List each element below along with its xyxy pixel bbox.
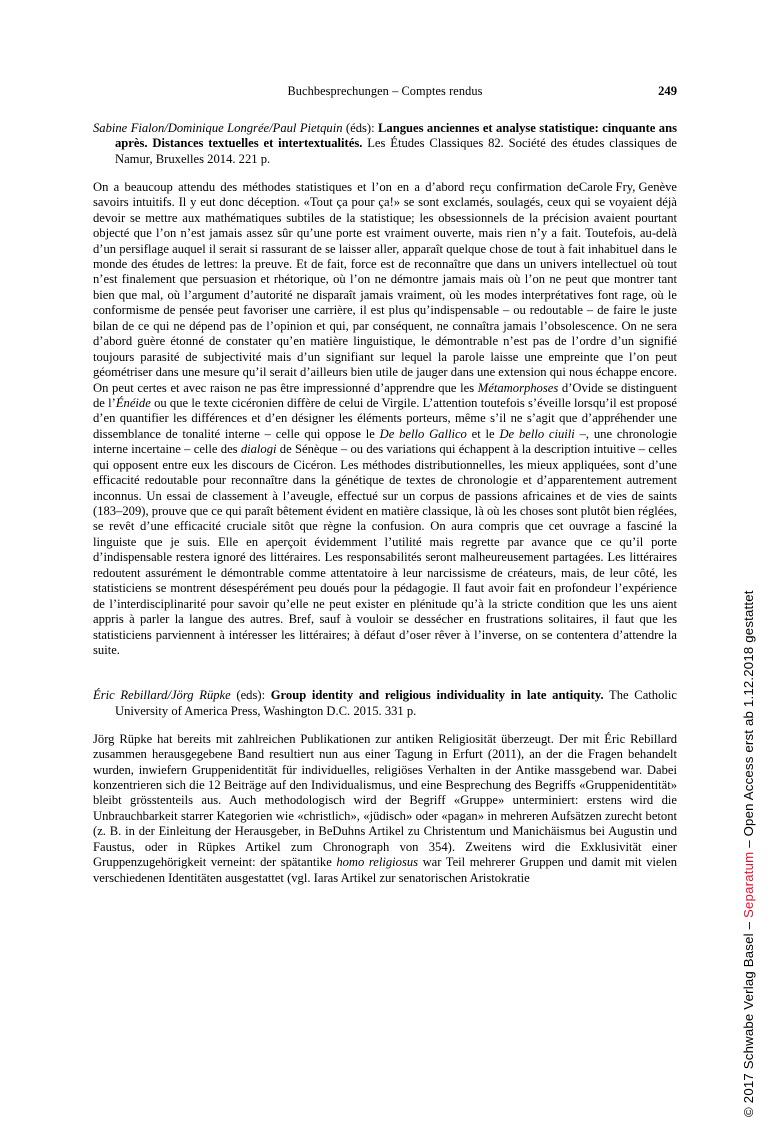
page-content <box>93 108 677 899</box>
review-publication: Les Études Classiques 82. Société des études classiques de Namur, Bruxelles 2014. 221 p. <box>115 136 678 166</box>
review-body <box>93 180 677 659</box>
copyright-suffix: – Open Access erst ab 1.12.2018 gestattet <box>741 590 756 852</box>
review-authors: Sabine Fialon/Dominique Longrée/Paul Pietquin <box>93 120 343 135</box>
review-eds-label: (eds): <box>230 687 271 702</box>
separatum-label: Separatum <box>741 851 756 918</box>
copyright-sidenote <box>725 0 756 1131</box>
running-header <box>93 84 677 99</box>
review-title: Group identity and religious individuality in late antiquity. <box>270 687 604 702</box>
review-body-text: On a beaucoup attendu des méthodes statistiques et l’on en a d’abord reçu confirmation de savoirs intuitifs. Il y eut donc déception. «Tout ça pour ça!» se sont exclamés, soulagés, ceux qui se voyaient déjà devoir se mettre aux mathématiques subtiles de la statistique; les obsessionnels de la précision avaient pourtant objecté que l’on n’est jamais assez sûr qu’une porte est vraiment ouverte, mais rien n’y a fait. Toutefois, au-delà d’un persiflage auquel il serait si rassurant de se laisser aller, apparaît quelque chose de tout à fait inhabituel dans le monde des études de lettres: la preuve. Et de fait, force est de reconnaître que dans un univers intellectuel où tout n’est finalement que persuasion et rhétorique, où l’on ne démontre jamais mais où l’on ne peut que montrer tant bien que mal, où l’argument d’autorité ne disparaît jamais vraiment, où les modes interprétatives font rage, où le conformisme de pensée peut favoriser une carrière, il est plus qu’indispensable – ou redoutable – de faire le juste bilan de ce qui ne dépend pas de l’opinion et qui, par conséquent, ne connaîtra jamais l’obsolescence. On ne sera d’abord guère étonné de constater qu’en matière linguistique, le démontrable n’est pas de l’ordre d’un signifié toujours parasité de subjectivité mais d’un signifiant sur lequel la parole laisse une empreinte que l’on peut géométriser dans une mesure qu’il serait d’ailleurs bien utile de jauger dans une extension qui nous échappe encore. On peut certes et avec raison ne pas être impressionné d’apprendre que les Métamorphoses d’Ovide se distinguent de l’Énéide ou que le texte cicéronien diffère de celui de Virgile. L’attention toutefois s’éveille lorsqu’il est proposé d’en quantifier les différences et d’en désigner les éléments porteurs, même s’il ne s’agit que d’appréhender une dissemblance de tonalité interne – celle qui oppose le De bello Gallico et le De bello ciuili –, une chronologie interne incertaine – celle des dialogi de Sénèque – ou des variations qui échappent à la description intuitive – celles qui opposent entre eux les discours de Cicéron. Les méthodes distributionnelles, les mieux appliquées, sont d’une efficacité redoutable pour reconnaître dans la génétique de textes de chronologie et d’apparentement autrement inconnus. Un essai de classement à l’aveugle, effectué sur un corpus de passions africaines et de vies de saints (183–209), prouve que ce qui paraît bêtement évident en matière classique, là où les choses sont plutôt bien réglées, se revêt d’une efficacité cruciale sitôt que règne la confusion. On aura compris que cet ouvrage a fasciné la linguiste que je suis. Elle en aperçoit évidemment l’utilité mais regrette par avance que ce qu’il porte d’indispensable restera ignoré des littéraires. Les responsabilités seront malheureusement partagées. Les littéraires redoutent assurément le démontrable comme attentatoire à leur narcissisme de créateurs, mais, de leur côté, les statisticiens se montrent désespérément peu doués pour la pédagogie. Il faut avoir fait en profondeur l’expérience de l’interdisciplinarité pour savoir qu’elle ne peut exister en plénitude qu’à la stricte condition que les uns aient appris à parler la langue des autres. Bref, sauf à vouloir se dessécher en frustrations solitaires, il faut que les statisticiens parviennent à intéresser les littéraires; à défaut d’oser rêver à l’inverse, on se contentera d’attendre la suite. <box>93 179 678 657</box>
review-signature: Carole Fry, Genève <box>578 179 677 194</box>
review-authors: Éric Rebillard/Jörg Rüpke <box>93 687 231 702</box>
review-body-text: Jörg Rüpke hat bereits mit zahlreichen Publikationen zur antiken Religiosität überzeugt. Der mit Éric Rebillard zusammen herausgegebene Band resultiert nun aus einer Tagung in Erfurt (2011), an der die Fragen behandelt wurden, inwiefern Gruppenidentität für individuelles, religiöses Verhalten in der Antike massgebend war. Dabei konzentrieren sich die 12 Beiträge auf den Individualismus, und eine Besprechung des Begriffs «Gruppenidentität» bleibt grösstenteils aus. Auch methodologisch wird der Begriff «Gruppe» unterminiert: erstens wird die Unbrauchbarkeit starrer Kategorien wie «christlich», «jüdisch» oder «pagan» in mehreren Aufsätzen zurecht betont (z. B. in der Einleitung der Herausgeber, in BeDuhns Artikel zu Christentum und Manichäismus bei Augustin und Faustus, oder in Rüpkes Artikel zum Chronograph von 354). Zweitens wird die Exklusivität einer Gruppenzugehörigkeit verneint: der spätantike homo religiosus war Teil mehrerer Gruppen und damit mit vielen verschiedenen Identitäten ausgestattet (vgl. Iaras Artikel zur senatorischen Aristokratie <box>93 731 677 885</box>
header-title: Buchbesprechungen – Comptes rendus <box>287 84 483 98</box>
review-entry <box>93 688 677 886</box>
review-body <box>93 732 677 886</box>
copyright-prefix: © 2017 Schwabe Verlag Basel – <box>741 917 756 1117</box>
page-number: 249 <box>658 84 677 98</box>
review-title: Langues anciennes et analyse statistique: cinquante ans après. Distances textuelles et intertextualités. <box>115 120 677 151</box>
review-publication: The Catholic University of America Press, Washington D.C. 2015. 331 p. <box>115 687 677 718</box>
bibliographic-reference <box>93 121 677 168</box>
review-eds-label: (éds): <box>342 120 379 135</box>
review-entry <box>93 121 677 671</box>
copyright-sidenote-text <box>741 590 756 1117</box>
bibliographic-reference <box>93 688 677 719</box>
